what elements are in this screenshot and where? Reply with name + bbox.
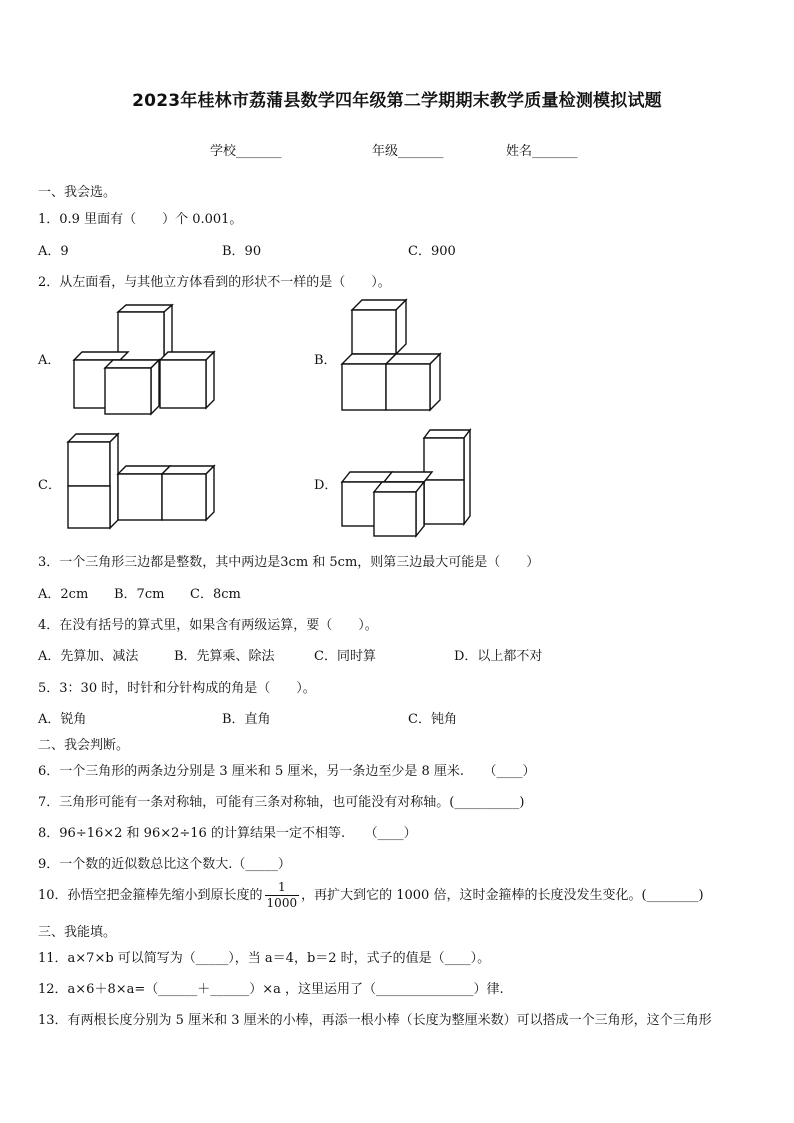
q2-option-c: C．	[38, 478, 61, 493]
page-title: 2023年桂林市荔蒲县数学四年级第二学期期末教学质量检测模拟试题	[132, 91, 662, 111]
question-2: 2．从左面看，与其他立方体看到的形状不一样的是（ ）。	[38, 275, 391, 290]
cube-face	[160, 360, 206, 408]
section-heading-choice: 一、我会选。	[38, 185, 117, 200]
cube-face	[74, 352, 128, 360]
question-1: 1．0.9 里面有（ ）个 0.001。	[38, 212, 243, 227]
question-8: 8．96÷16×2 和 96×2÷16 的计算结果一定不相等. （____）	[38, 826, 417, 841]
cube-face	[118, 474, 162, 520]
question-9: 9．一个数的近似数总比这个数大.（_____）	[38, 857, 291, 872]
cube-face	[110, 434, 118, 528]
q1-option-c: C．900	[408, 244, 456, 259]
section-heading-fill: 三、我能填。	[38, 925, 117, 940]
section-heading-judge: 二、我会判断。	[38, 738, 130, 753]
q2-option-d: D．	[314, 478, 338, 493]
q3-option-c: C．8cm	[190, 587, 241, 602]
question-10	[38, 880, 704, 911]
q4-option-c: C．同时算	[314, 649, 376, 664]
cube-face	[162, 466, 214, 474]
q5-option-b: B．直角	[222, 712, 271, 727]
question-7: 7．三角形可能有一条对称轴，可能有三条对称轴，也可能没有对称轴。(__________)	[38, 795, 525, 810]
q1-option-b: B．90	[222, 244, 262, 259]
cube-figure-b	[340, 300, 452, 412]
cube-face	[162, 474, 206, 520]
q4-option-a: A．先算加、减法	[38, 649, 139, 664]
grade-field: 年级_______	[372, 144, 444, 159]
cube-face	[206, 466, 214, 520]
cube-face	[206, 352, 214, 408]
cube-face	[396, 300, 406, 354]
cube-face	[160, 352, 214, 360]
question-5: 5．3：30 时，时针和分针构成的角是（ ）。	[38, 681, 316, 696]
q3-option-b: B．7cm	[114, 587, 165, 602]
cube-face	[416, 482, 424, 536]
cube-face	[118, 305, 172, 312]
question-3: 3．一个三角形三边都是整数，其中两边是3cm 和 5cm，则第三边最大可能是（ ）	[38, 555, 540, 570]
cube-face	[105, 368, 151, 414]
cube-figure-c	[66, 432, 218, 532]
fraction-denominator: 1000	[266, 896, 298, 910]
cube-face	[384, 472, 432, 482]
q4-option-d: D．以上都不对	[454, 649, 543, 664]
cube-face	[386, 364, 430, 410]
q5-option-c: C．钝角	[408, 712, 457, 727]
cube-face	[424, 430, 470, 438]
question-6: 6．一个三角形的两条边分别是 3 厘米和 5 厘米，另一条边至少是 8 厘米. （____）	[38, 764, 536, 779]
cube-face	[352, 310, 396, 354]
q10-text-after: ，再扩大到它的 1000 倍，这时金箍棒的长度没发生变化。(________)	[301, 888, 704, 903]
question-13: 13．有两根长度分别为 5 厘米和 3 厘米的小棒，再添一根小棒（长度为整厘米数）可以搭成一个三角形，这个三角形	[38, 1013, 712, 1028]
cube-face	[118, 466, 170, 474]
q10-text-before: 10．孙悟空把金箍棒先缩小到原长度的	[38, 888, 263, 903]
q2-option-b: B．	[314, 353, 337, 368]
cube-face	[342, 364, 386, 410]
q2-option-a: A．	[38, 353, 61, 368]
q5-option-a: A．锐角	[38, 712, 87, 727]
cube-face	[424, 480, 464, 524]
q3-option-a: A．2cm	[38, 587, 89, 602]
q4-option-b: B．先算乘、除法	[174, 649, 275, 664]
name-field: 姓名_______	[506, 144, 578, 159]
question-11: 11．a×7×b 可以简写为（_____），当 a＝4，b＝2 时，式子的值是（____）。	[38, 951, 491, 966]
cube-figure-a	[72, 308, 212, 416]
cube-face	[464, 430, 470, 524]
cube-face	[68, 486, 110, 528]
fraction-numerator: 1	[265, 880, 300, 896]
question-4: 4．在没有括号的算式里，如果含有两级运算，要（ ）。	[38, 618, 378, 633]
fraction	[265, 880, 300, 911]
question-12: 12．a×6＋8×a=（______＋______）×a ，这里运用了（_______________）律.	[38, 982, 504, 997]
school-field: 学校_______	[210, 144, 282, 159]
q1-option-a: A．9	[38, 244, 69, 259]
cube-face	[430, 354, 440, 410]
cube-face	[68, 442, 110, 486]
cube-face	[151, 360, 159, 414]
cube-face	[105, 360, 159, 368]
cube-face	[374, 492, 416, 536]
cube-figure-d	[340, 428, 470, 538]
